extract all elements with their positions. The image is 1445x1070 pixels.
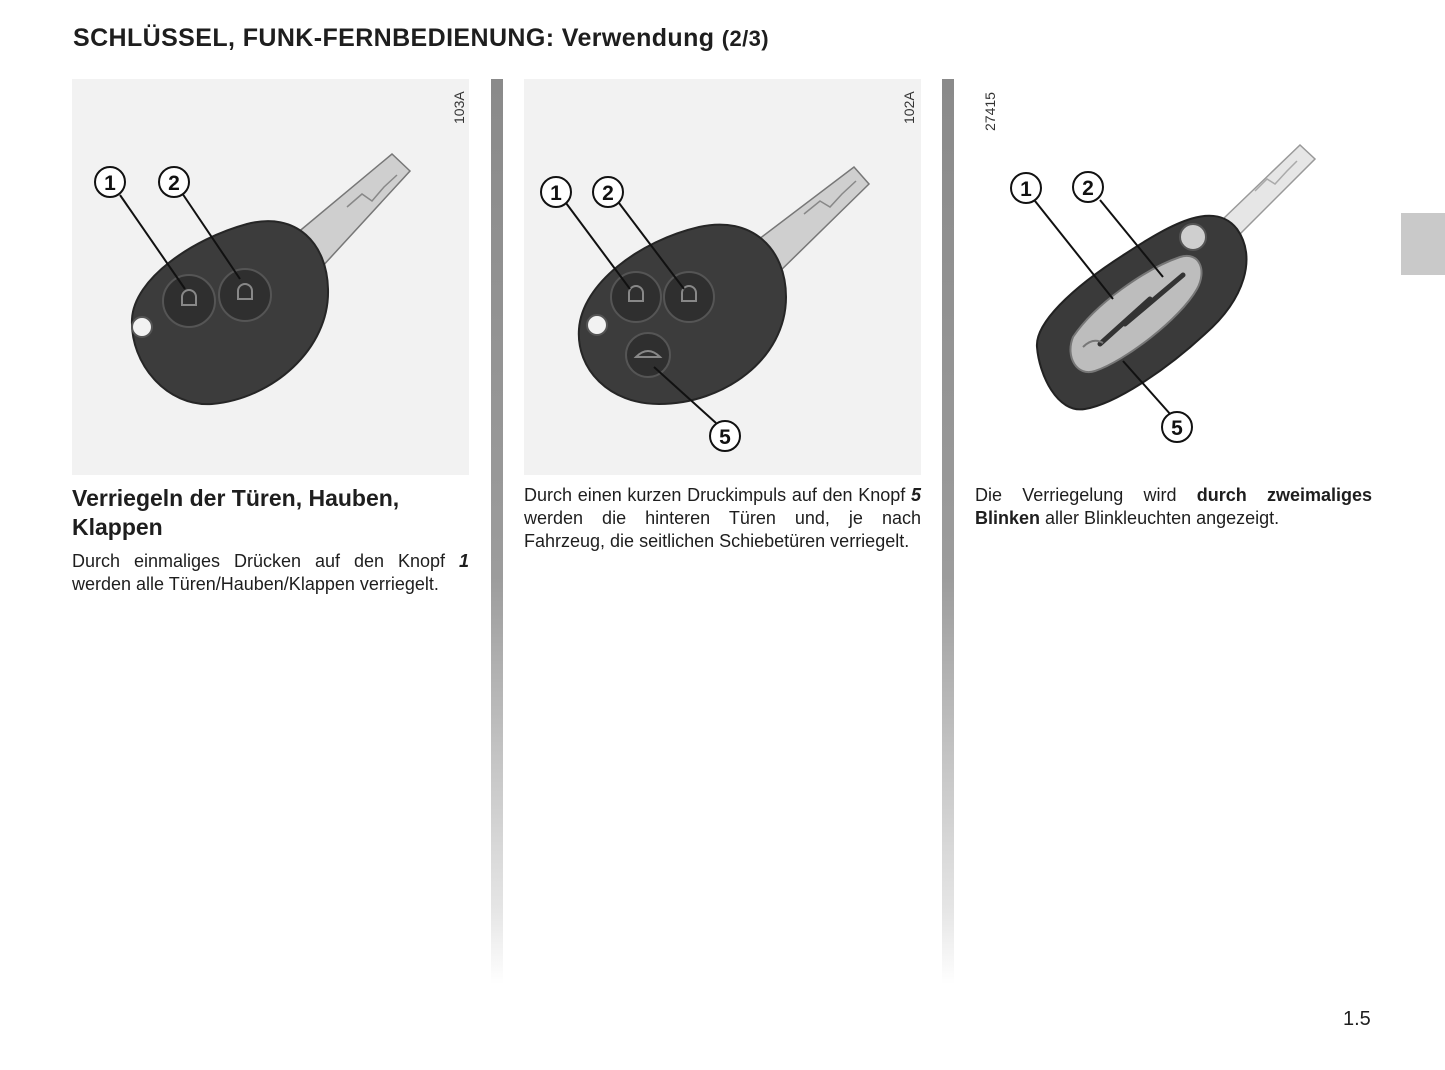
col3-paragraph: Die Verriegelung wird durch zweimaliges Blinken aller Blinkleuchten angezeigt.: [975, 485, 1372, 528]
page-number: 1.5: [1343, 1008, 1371, 1030]
key-fob: [132, 221, 328, 404]
figure-key-three-buttons: [524, 79, 921, 475]
callout-2: [159, 167, 189, 197]
page-title-part: (2/3): [721, 26, 770, 51]
callout-5: [710, 421, 740, 451]
key-blade: [1223, 145, 1315, 237]
page-title: [73, 24, 769, 53]
svg-text:1: 1: [104, 172, 116, 195]
section-heading: Verriegeln der Türen, Hauben, Klappen: [72, 485, 400, 540]
svg-text:1: 1: [1020, 178, 1032, 201]
figure-code: 27415: [982, 92, 998, 131]
key-fob: [1037, 216, 1247, 410]
svg-text:2: 2: [168, 172, 180, 195]
callout-1: [1011, 173, 1041, 203]
svg-text:2: 2: [602, 182, 614, 205]
col1-paragraph: Durch einmaliges Drücken auf den Knopf 1 werden alle Türen/Hauben/Klappen verriegelt.: [72, 551, 469, 594]
column-divider-1: [491, 79, 503, 984]
svg-text:5: 5: [719, 426, 731, 449]
callout-2: [1073, 172, 1103, 202]
figure-flip-key: [975, 79, 1372, 475]
svg-text:1: 1: [550, 182, 562, 205]
page-title-main: SCHLÜSSEL, FUNK-FERNBEDIENUNG: Verwendung: [73, 24, 715, 52]
column-divider-2: [942, 79, 954, 984]
svg-text:5: 5: [1171, 417, 1183, 440]
figure-code: 102A: [901, 91, 917, 124]
col2-paragraph: Durch einen kurzen Druckimpuls auf den Knopf 5 werden die hinteren Türen und, je nach Fahrzeug, die seitlichen Schiebetüren verriegelt.: [524, 485, 921, 551]
callout-2: [593, 177, 623, 207]
callout-1: [95, 167, 125, 197]
key-number: 5: [910, 485, 921, 505]
chapter-tab: [1401, 213, 1445, 275]
callout-1: [541, 177, 571, 207]
figure-key-two-buttons: [72, 79, 469, 475]
callout-5: [1162, 412, 1192, 442]
key-number: 1: [458, 551, 469, 571]
key-fob: [579, 225, 786, 404]
figure-code: 103A: [451, 91, 467, 124]
emphasis: durch zweimaliges Blinken: [975, 485, 1372, 528]
svg-text:2: 2: [1082, 177, 1094, 200]
